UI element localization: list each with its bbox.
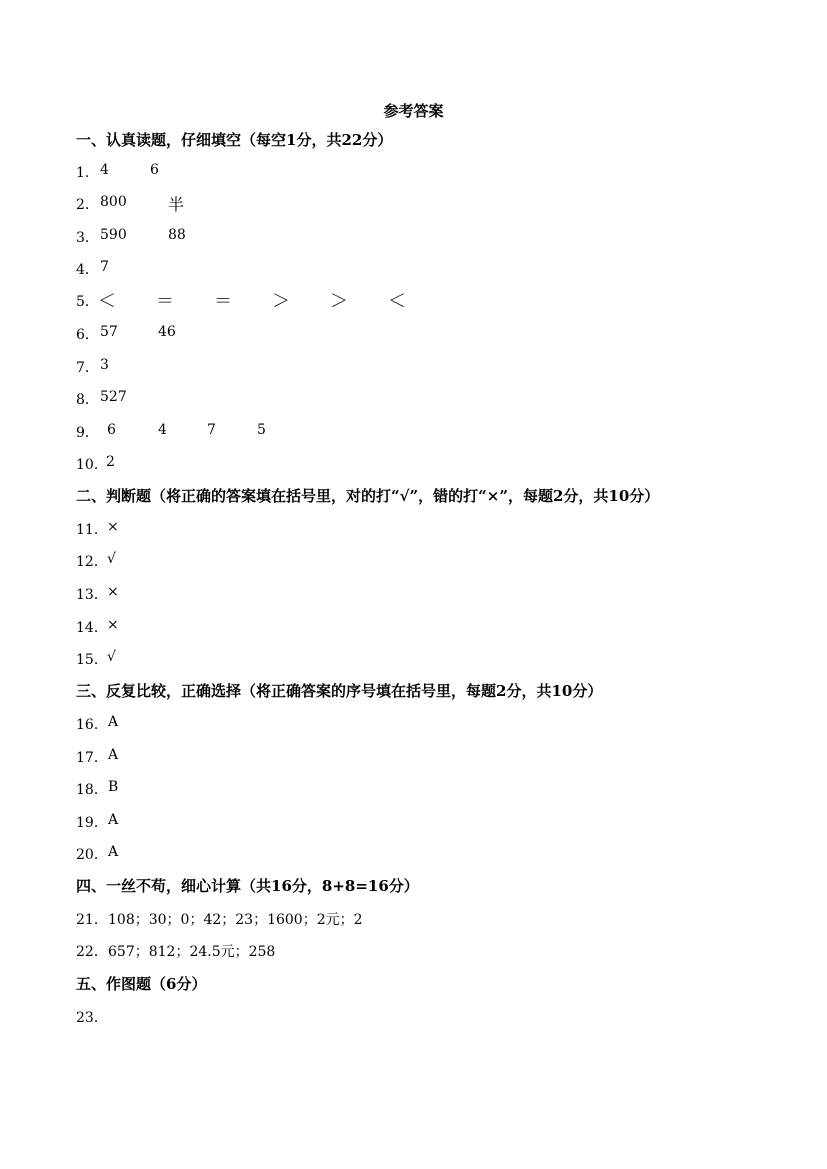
answer-value: 57 (100, 324, 118, 340)
question-number: 17． (76, 750, 108, 766)
answer-value: 590 (100, 227, 127, 243)
question-number: 6． (76, 327, 99, 343)
question-number: 1． (76, 165, 99, 181)
question-number: 18． (76, 782, 108, 798)
question-number: 9． (76, 425, 99, 441)
answer-value: 3 (100, 357, 109, 373)
section-5-heading: 五、作图题（6分） (76, 975, 207, 993)
answer-value: 6 (150, 162, 159, 178)
section-4-heading: 四、一丝不苟，细心计算（共16分，8+8=16分） (76, 877, 419, 895)
answer-value: 527 (100, 389, 127, 405)
answer-value: × (107, 617, 119, 633)
answer-value: 4 (158, 422, 167, 438)
question-number: 16． (76, 717, 108, 733)
question-number: 4． (76, 262, 99, 278)
question-number: 10． (76, 457, 108, 473)
answer-value: 6 (107, 422, 116, 438)
question-number: 2． (76, 197, 99, 213)
section-1-heading: 一、认真读题，仔细填空（每空1分，共22分） (76, 131, 393, 149)
answer-value: × (107, 584, 119, 600)
question-number: 11． (76, 522, 108, 538)
page-title: 参考答案 (383, 102, 444, 120)
answer-value: ＜ (98, 291, 116, 312)
answer-value: 4 (100, 162, 109, 178)
answer-value: A (108, 812, 119, 828)
answer-value: 5 (257, 422, 266, 438)
answer-value: 7 (207, 422, 216, 438)
question-number: 14． (76, 620, 108, 636)
question-number: 23． (76, 1010, 108, 1026)
answer-value: 108；30；0；42；23；1600；2元；2 (108, 912, 363, 928)
answer-value: × (107, 519, 119, 535)
question-number: 22． (76, 944, 108, 960)
answer-value: 2 (106, 454, 115, 470)
answer-value: B (108, 779, 119, 795)
answer-value: 7 (100, 259, 109, 275)
question-number: 5． (76, 294, 99, 310)
answer-value: 46 (158, 324, 176, 340)
answer-value: ＝ (156, 291, 174, 312)
question-number: 7． (76, 360, 99, 376)
answer-value: 88 (168, 227, 186, 243)
answer-value: √ (107, 649, 116, 665)
answer-value: √ (107, 551, 116, 567)
question-number: 13． (76, 587, 108, 603)
answer-value: 657；812；24.5元；258 (108, 944, 276, 960)
answer-value: ＞ (330, 291, 348, 312)
section-2-heading: 二、判断题（将正确的答案填在括号里，对的打“√”，错的打“×”，每题2分，共10分） (76, 487, 660, 505)
answer-value: 半 (168, 195, 185, 214)
answer-value: ＝ (214, 291, 232, 312)
question-number: 3． (76, 230, 99, 246)
answer-value: A (108, 747, 119, 763)
answer-value: ＜ (388, 291, 406, 312)
question-number: 12． (76, 554, 108, 570)
question-number: 21． (76, 912, 108, 928)
section-3-heading: 三、反复比较，正确选择（将正确答案的序号填在括号里，每题2分，共10分） (76, 682, 603, 700)
answer-value: ＞ (272, 291, 290, 312)
question-number: 15． (76, 652, 108, 668)
answer-value: A (108, 844, 119, 860)
question-number: 8． (76, 392, 99, 408)
answer-value: A (108, 714, 119, 730)
answer-value: 800 (100, 194, 127, 210)
question-number: 20． (76, 847, 108, 863)
question-number: 19． (76, 815, 108, 831)
